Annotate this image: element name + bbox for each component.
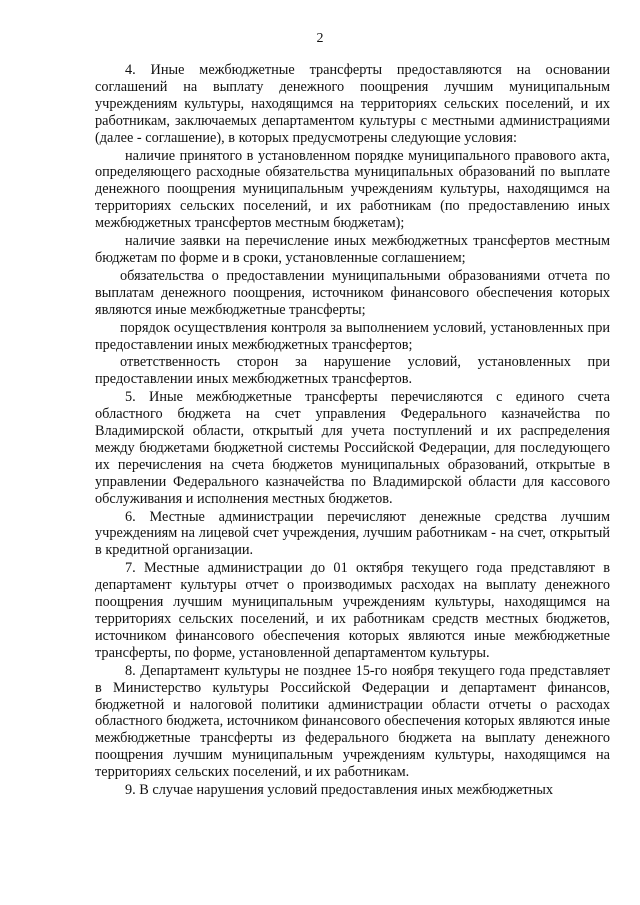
page-number: 2: [316, 31, 324, 46]
paragraph-6: 6. Местные администрации перечисляют денежные средства лучшим учреждениям на лицевой счет учреждения, лучшим работникам - на счет, открытый в кредитной организации.: [95, 508, 610, 559]
condition-legal-act: наличие принятого в установленном порядке муниципального правового акта, определяющего расходные обязательства муниципальных образований по выплате денежного поощрения муниципальным учреждениям культуры, находящимся на территориях сельских поселений, и их работникам (по предоставлению иных межбюджетных трансфертов местным бюджетам);: [95, 147, 610, 232]
condition-application: наличие заявки на перечисление иных межбюджетных трансфертов местным бюджетам по форме и в сроки, установленные соглашением;: [95, 233, 610, 266]
paragraph-7: 7. Местные администрации до 01 октября текущего года представляют в департамент культуры отчет о производимых расходах на выплату денежного поощрения лучшим муниципальным учреждениям культуры, находящимся на территориях сельских поселений, и их работникам средств местных бюджетов, источником финансового обеспечения которых являются иные межбюджетные трансферты, по форме, установленной департаментом культуры.: [95, 560, 610, 661]
condition-responsibility: ответственность сторон за нарушение условий, установленных при предоставлении иных межбюджетных трансфертов.: [95, 354, 610, 388]
paragraph-9: 9. В случае нарушения условий предоставления иных межбюджетных: [125, 782, 554, 799]
paragraph-8: 8. Департамент культуры не позднее 15-го ноября текущего года представляет в Министерство культуры Российской Федерации и департамент финансов, бюджетной и налоговой политики администрации области отчеты о расходах областного бюджета, источником финансового обеспечения которых являются иные межбюджетные трансферты из федерального бюджета на выплату денежного поощрения лучшим муниципальным учреждениям культуры, находящимся на территориях сельских поселений, и их работникам.: [95, 662, 610, 781]
condition-report-obligation: обязательства о предоставлении муниципальными образованиями отчета по выплатам денежного поощрения, источником финансового обеспечения которых являются иные межбюджетные трансферты;: [95, 267, 610, 318]
paragraph-5: 5. Иные межбюджетные трансферты перечисляются с единого счета областного бюджета на счет управления Федерального казначейства по Владимирской области, открытый для учета поступлений и их распределения между бюджетами бюджетной системы Российской Федерации, для последующего их перечисления на счета бюджетов муниципальных образований, открытые в управлении Федерального казначейства по Владимирской области для кассового обслуживания и исполнения местных бюджетов.: [95, 389, 610, 507]
document-body: [95, 62, 610, 800]
condition-control-procedure: порядок осуществления контроля за выполнением условий, установленных при предоставлении иных межбюджетных трансфертов;: [95, 319, 610, 353]
paragraph-4: 4. Иные межбюджетные трансферты предоставляются на основании соглашений на выплату денежного поощрения лучшим муниципальным учреждениям культуры, находящимся на территориях сельских поселений, и их работникам, заключаемых департаментом культуры с местными администрациями (далее - соглашение), в которых предусмотрены следующие условия:: [95, 62, 610, 146]
